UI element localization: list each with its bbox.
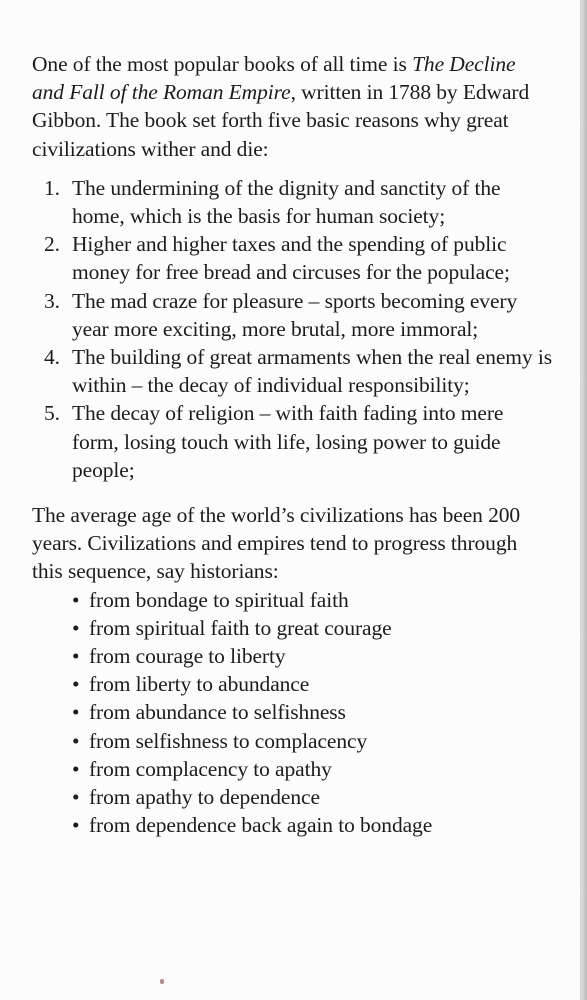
reason-number: 5. — [44, 401, 60, 426]
reason-text: Higher and higher taxes and the spending of public money for free bread and circuses for the populace; — [72, 232, 510, 285]
intro-paragraph — [32, 50, 552, 163]
bullet-icon: • — [72, 756, 80, 781]
bullet-icon: • — [72, 700, 80, 725]
sequence-text: from selfishness to complacency — [89, 728, 368, 753]
sequence-text: from abundance to selfishness — [89, 700, 346, 725]
sequence-item — [72, 670, 552, 698]
sequence-text: from complacency to apathy — [89, 756, 332, 781]
intro-text-before: One of the most popular books of all time is — [32, 52, 413, 76]
sequence-item — [72, 755, 552, 783]
reason-item — [32, 399, 552, 484]
bullet-icon: • — [72, 785, 80, 810]
sequence-item — [72, 614, 552, 642]
reason-text: The mad craze for pleasure – sports becoming every year more exciting, more brutal, more immoral; — [72, 288, 518, 341]
sequence-item — [72, 642, 552, 670]
outro-paragraph: The average age of the world’s civilizations has been 200 years. Civilizations and empires tend to progress through this sequence, say historians: — [32, 503, 521, 584]
reason-item — [32, 287, 552, 343]
sequence-item — [72, 586, 552, 614]
document-body — [32, 50, 552, 839]
page-edge-shadow — [581, 0, 587, 1000]
reason-number: 1. — [44, 175, 60, 200]
intro-text-after: , written in 1788 by Edward Gibbon. The book set forth five basic reasons why great civilizations wither and die: — [32, 80, 530, 161]
reason-item — [32, 343, 552, 399]
sequence-text: from dependence back again to bondage — [89, 813, 433, 838]
sequence-item — [72, 811, 552, 839]
sequence-text: from spiritual faith to great courage — [89, 615, 392, 640]
sequence-text: from liberty to abundance — [89, 672, 310, 697]
bullet-icon: • — [72, 672, 80, 697]
reason-item — [32, 174, 552, 230]
sequence-list — [32, 586, 552, 840]
book-title: The Decline and Fall of the Roman Empire — [32, 52, 516, 105]
bullet-icon: • — [72, 615, 80, 640]
sequence-text: from apathy to dependence — [89, 785, 320, 810]
reason-item — [32, 230, 552, 286]
sequence-item — [72, 727, 552, 755]
reasons-list — [32, 174, 552, 484]
sequence-text: from bondage to spiritual faith — [89, 587, 349, 612]
reason-text: The building of great armaments when the real enemy is within – the decay of individual responsibility; — [72, 345, 552, 398]
bullet-icon: • — [72, 644, 80, 669]
reason-number: 4. — [44, 345, 60, 370]
bullet-icon: • — [72, 728, 80, 753]
paper-speck — [160, 979, 164, 984]
sequence-item — [72, 698, 552, 726]
sequence-item — [72, 783, 552, 811]
bullet-icon: • — [72, 587, 80, 612]
sequence-text: from courage to liberty — [89, 644, 286, 669]
bullet-icon: • — [72, 813, 80, 838]
reason-text: The undermining of the dignity and sanctity of the home, which is the basis for human society; — [72, 175, 501, 229]
reason-text: The decay of religion – with faith fading into mere form, losing touch with life, losing power to guide people; — [72, 401, 504, 482]
reason-number: 3. — [44, 288, 60, 313]
reason-number: 2. — [44, 232, 60, 257]
